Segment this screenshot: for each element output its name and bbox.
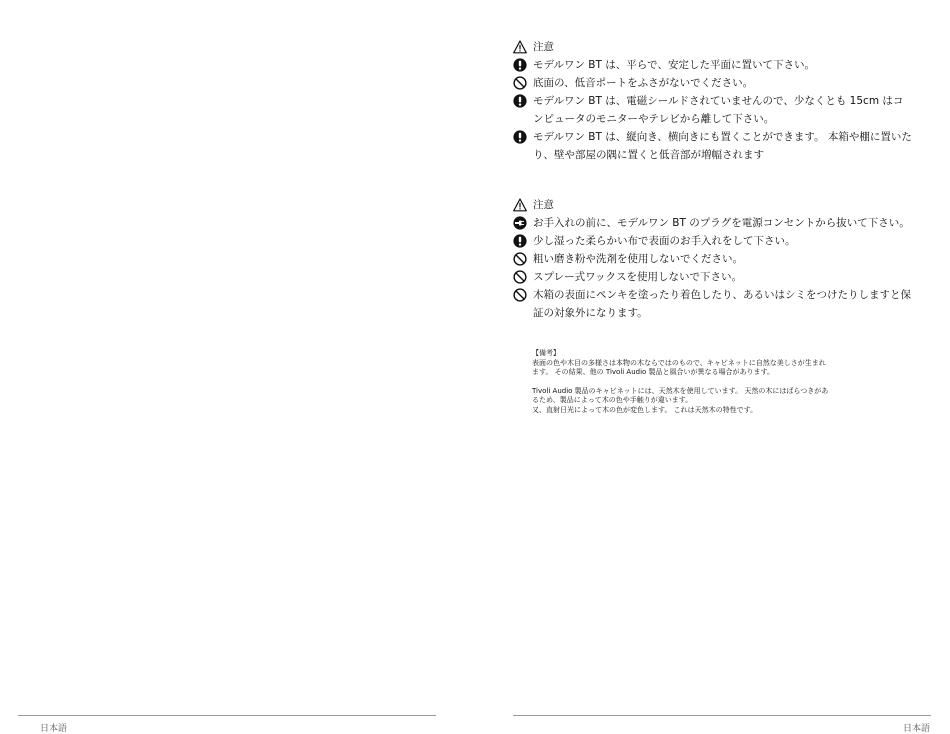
- prohibited-icon: [513, 252, 527, 266]
- left-page: [0, 0, 475, 733]
- caution-heading: 注意: [513, 38, 913, 56]
- caution-item: モデルワン BT は、電磁シールドされていませんので、少なくとも 15cm はコンピュータのモニターやテレビから離して下さい。: [513, 92, 913, 128]
- remarks-title: 【備考】: [532, 349, 560, 357]
- caution-section-placement: [513, 38, 913, 164]
- footer-divider: [513, 715, 931, 716]
- warning-triangle-icon: [513, 198, 527, 212]
- prohibited-icon: [513, 270, 527, 284]
- right-page: [475, 0, 950, 733]
- caution-item: モデルワン BT は、縦向き、横向きにも置くことができます。 本箱や棚に置いたり、壁や部屋の隅に置くと低音部が増幅されます: [513, 128, 913, 164]
- caution-item: モデルワン BT は、平らで、安定した平面に置いて下さい。: [513, 56, 913, 74]
- unplug-icon: [513, 216, 527, 230]
- caution-item: スプレー式ワックスを使用しないで下さい。: [513, 268, 913, 286]
- caution-item: 粗い磨き粉や洗剤を使用しないでください。: [513, 250, 913, 268]
- caution-item: 少し湿った柔らかい布で表面のお手入れをして下さい。: [513, 232, 913, 250]
- remarks-paragraph: 表面の色や木目の多様さは本物の木ならではのもので、キャビネットに自然な美しさが生まれます。 その結果、他の Tivoli Audio 製品と風合いが異なる場合があります。: [532, 358, 826, 376]
- remarks-note: [532, 349, 832, 424]
- footer-divider: [18, 715, 436, 716]
- caution-item: お手入れの前に、モデルワン BT のプラグを電源コンセントから抜いて下さい。: [513, 214, 913, 232]
- exclamation-icon: [513, 58, 527, 72]
- prohibited-icon: [513, 76, 527, 90]
- exclamation-icon: [513, 234, 527, 248]
- caution-section-care: [513, 196, 913, 322]
- footer-language-label: 日本語: [902, 724, 930, 734]
- exclamation-icon: [513, 130, 527, 144]
- caution-item: 底面の、低音ポートをふさがないでください。: [513, 74, 913, 92]
- footer-language-label: 日本語: [40, 724, 68, 734]
- caution-item: 木箱の表面にペンキを塗ったり着色したり、あるいはシミをつけたりしますと保証の対象外になります。: [513, 286, 913, 322]
- exclamation-icon: [513, 94, 527, 108]
- remarks-paragraph: Tivoli Audio 製品のキャビネットには、天然木を使用しています。 天然の木にはばらつきがあるため、製品によって木の色や手触りが違います。 又、直射日光によって木の色が変色します。 これは天然木の特性です。: [532, 386, 829, 414]
- caution-heading: 注意: [513, 196, 913, 214]
- warning-triangle-icon: [513, 40, 527, 54]
- prohibited-icon: [513, 288, 527, 302]
